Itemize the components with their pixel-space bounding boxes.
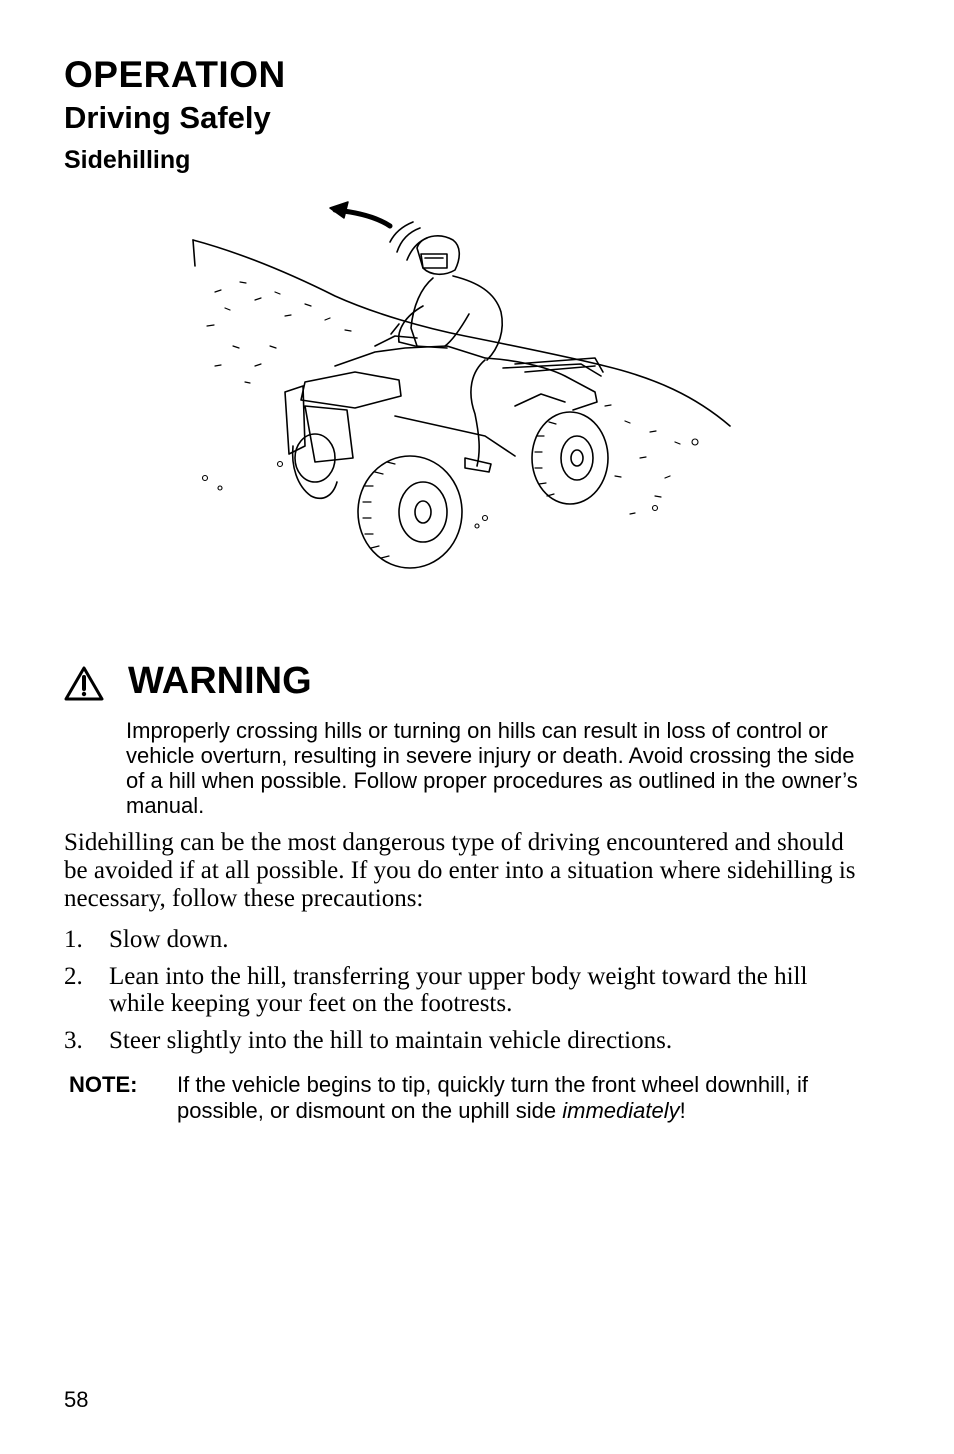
- list-item-text: Slow down.: [109, 926, 229, 953]
- warning-triangle-icon: [64, 666, 104, 702]
- note-emphasis: immediately: [562, 1098, 680, 1123]
- precautions-list: [64, 926, 864, 1064]
- page-number: 58: [64, 1387, 89, 1412]
- list-item-text: Lean into the hill, transferring your upper body weight toward the hill while keeping your feet on the footrests.: [109, 963, 808, 1017]
- warning-heading: WARNING: [128, 660, 312, 702]
- topic-title: Sidehilling: [64, 146, 191, 174]
- list-item: [64, 963, 864, 1017]
- note-body: If the vehicle begins to tip, quickly turn the front wheel downhill, if possible, or dismount on the uphill side: [177, 1072, 809, 1123]
- section-title: OPERATION: [64, 54, 286, 95]
- list-item-number: 3.: [64, 1027, 83, 1054]
- subsection-title: Driving Safely: [64, 100, 271, 135]
- intro-paragraph: Sidehilling can be the most dangerous type of driving encountered and should be avoided if at all possible. If you do enter into a situation where sidehilling is necessary, follow these precautions:: [64, 829, 856, 912]
- note-text: [177, 1072, 837, 1124]
- note-label: NOTE:: [69, 1072, 138, 1097]
- list-item: [64, 1027, 864, 1054]
- warning-text: Improperly crossing hills or turning on hills can result in loss of control or vehicle overturn, resulting in severe injury or death. Avoid crossing the side of a hill when possible. Follow proper procedures as outlined in the owner’s manual.: [126, 718, 858, 818]
- list-item-number: 2.: [64, 963, 83, 990]
- note-end: !: [679, 1098, 686, 1123]
- list-item: [64, 926, 864, 953]
- list-item-number: 1.: [64, 926, 83, 953]
- atv-sidehilling-illustration: [185, 196, 745, 574]
- list-item-text: Steer slightly into the hill to maintain vehicle directions.: [109, 1027, 673, 1054]
